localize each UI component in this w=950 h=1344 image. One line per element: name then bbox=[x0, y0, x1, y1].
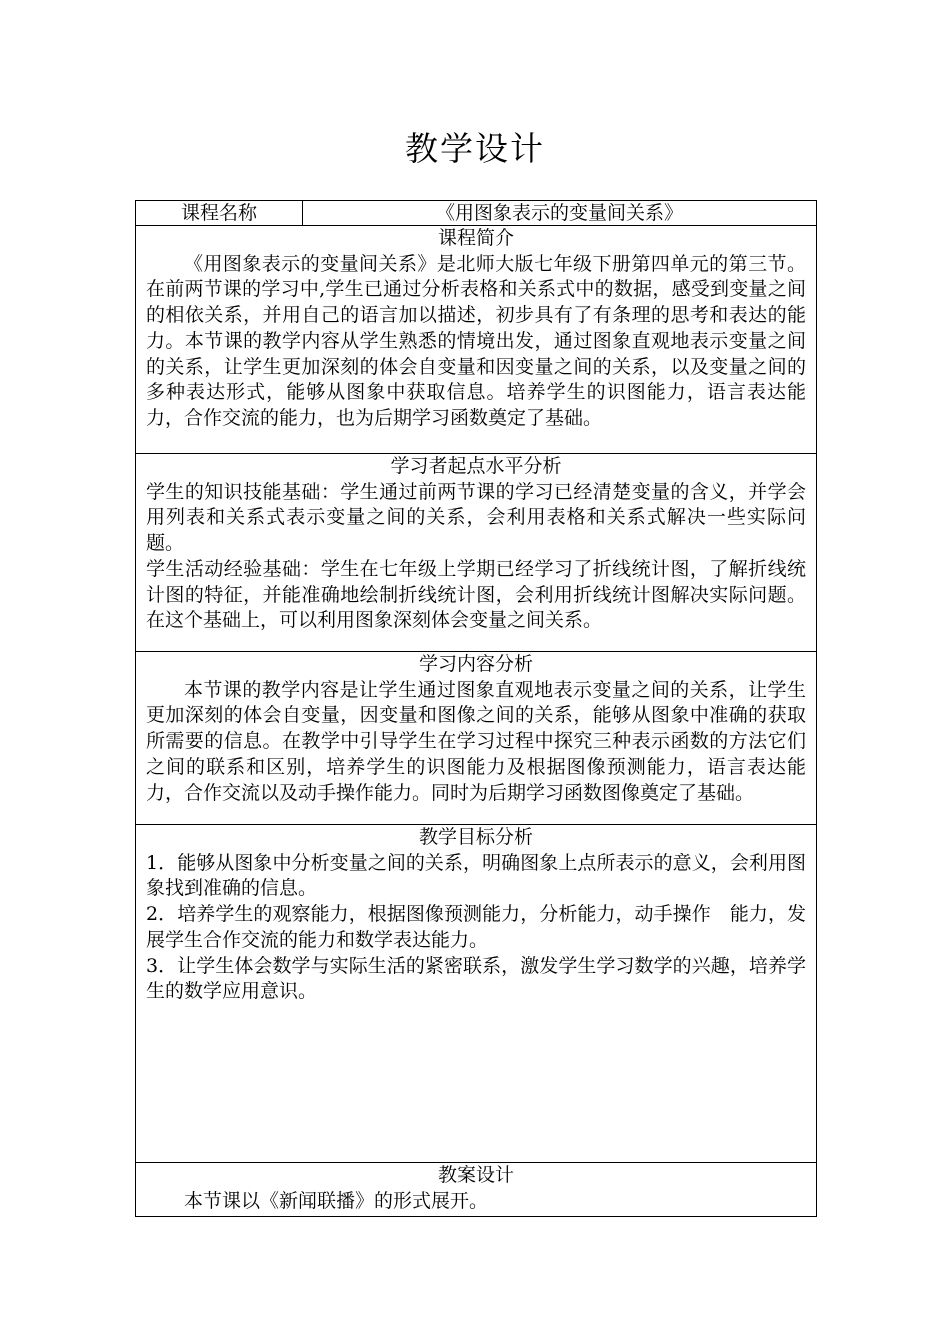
design-section bbox=[136, 1163, 817, 1217]
design-row bbox=[136, 1163, 817, 1217]
course-name-value: 《用图象表示的变量间关系》 bbox=[303, 201, 817, 226]
content-paragraph: 本节课的教学内容是让学生通过图象直观地表示变量之间的关系，让学生更加深刻的体会自变量，因变量和图像之间的关系，能够从图象中准确的获取所需要的信息。在教学中引导学生在学习过程中探究三种表示函数的方法它们之间的联系和区别，培养学生的识图能力及根据图像预测能力，语言表达能力，合作交流以及动手操作能力。同时为后期学习函数图像奠定了基础。 bbox=[146, 678, 806, 804]
document-title: 教学设计 bbox=[405, 129, 545, 168]
content-heading: 学习内容分析 bbox=[418, 653, 533, 675]
learner-heading: 学习者起点水平分析 bbox=[390, 455, 562, 477]
goal-item-1: 1．能够从图象中分析变量之间的关系，明确图象上点所表示的意义，会利用图象找到准确的信息。 bbox=[146, 851, 806, 900]
learner-experience-paragraph: 学生活动经验基础：学生在七年级上学期已经学习了折线统计图，了解折线统计图的特征，并能准确地绘制折线统计图，会利用折线统计图解决实际问题。在这个基础上，可以利用图象深刻体会变量之间关系。 bbox=[146, 557, 806, 632]
learner-knowledge-paragraph: 学生的知识技能基础：学生通过前两节课的学习已经清楚变量的含义，并学会用列表和关系式表示变量之间的关系，会利用表格和关系式解决一些实际问题。 bbox=[146, 480, 806, 555]
content-section bbox=[136, 652, 817, 825]
intro-row bbox=[136, 226, 817, 454]
content-row bbox=[136, 652, 817, 825]
lesson-plan-table bbox=[135, 200, 817, 1217]
goal-item-3: 3．让学生体会数学与实际生活的紧密联系，激发学生学习数学的兴趣，培养学生的数学应用意识。 bbox=[146, 954, 806, 1003]
goal-item-2: 2．培养学生的观察能力，根据图像预测能力，分析能力，动手操作 能力，发展学生合作交流的能力和数学表达能力。 bbox=[146, 903, 806, 951]
design-paragraph: 本节课以《新闻联播》的形式展开。 bbox=[184, 1189, 489, 1212]
intro-paragraph: 《用图象表示的变量间关系》是北师大版七年级下册第四单元的第三节。在前两节课的学习中,学生已通过分析表格和关系式中的数据，感受到变量之间的相依关系，并用自己的语言加以描述，初步具有了有条理的思考和表达的能力。本节课的教学内容从学生熟悉的情境出发，通过图象直观地表示变量之间的关系，让学生更加深刻的体会自变量和因变量之间的关系，以及变量之间的多种表达形式，能够从图象中获取信息。培养学生的识图能力，语言表达能力，合作交流的能力，也为后期学习函数奠定了基础。 bbox=[146, 252, 806, 429]
goals-heading: 教学目标分析 bbox=[418, 826, 533, 848]
goals-row bbox=[136, 825, 817, 1163]
course-name-label: 课程名称 bbox=[136, 201, 303, 226]
design-heading: 教案设计 bbox=[437, 1164, 514, 1186]
learner-section bbox=[136, 454, 817, 652]
course-name-row bbox=[136, 201, 817, 226]
learner-row bbox=[136, 454, 817, 652]
intro-section bbox=[136, 226, 817, 454]
intro-heading: 课程简介 bbox=[437, 227, 514, 249]
goals-section bbox=[136, 825, 817, 1163]
